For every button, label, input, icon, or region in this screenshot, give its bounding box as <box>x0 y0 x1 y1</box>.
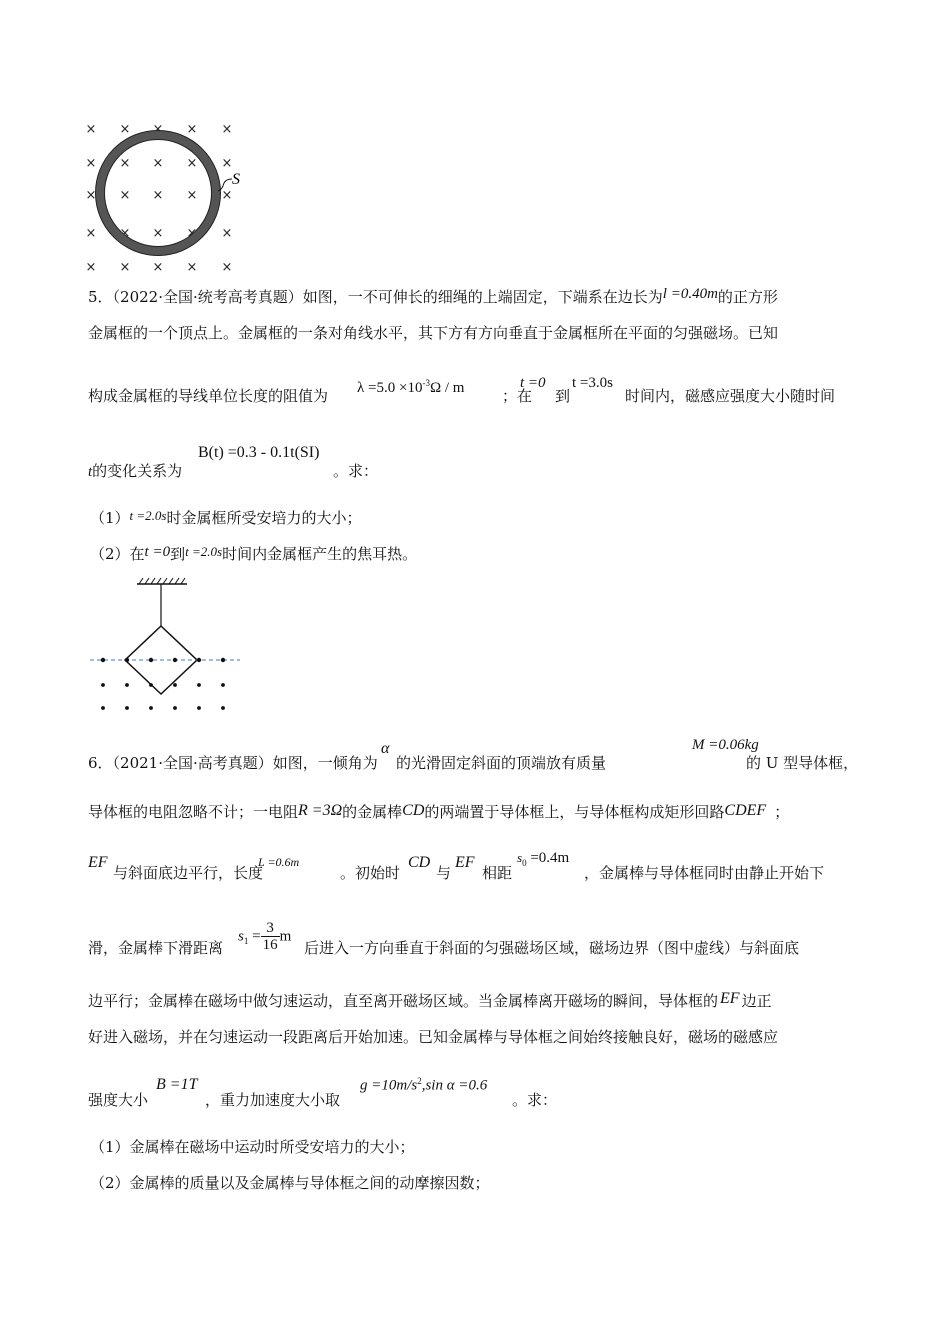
ceiling-hatching <box>139 578 185 584</box>
field-dot-mark <box>221 683 225 687</box>
q5-text-7: 时间内，磁感应强度大小随时间 <box>625 387 836 405</box>
field-cross-mark: × <box>119 188 131 203</box>
q6-text-11: 相距 <box>482 864 513 882</box>
q5-text-6: 到 <box>555 387 571 405</box>
q5-text-9: 。求： <box>333 462 379 480</box>
field-cross-mark: × <box>152 188 164 203</box>
q6-text-10: 与 <box>436 864 452 882</box>
field-cross-mark: × <box>85 260 97 275</box>
q6-ef-2: EF <box>455 854 475 871</box>
q5-text-4: 构成金属框的导线单位长度的阻值为 <box>88 387 329 405</box>
q6-text-4: 导体框的电阻忽略不计；一电阻 <box>88 803 299 821</box>
q5-source: （2022·全国·统考高考真题） <box>112 288 303 306</box>
q6-text-12: ，金属棒与导体框同时由静止开始下 <box>584 864 825 882</box>
q6-cd: CD <box>402 802 425 819</box>
field-cross-mark: × <box>186 156 198 171</box>
field-cross-mark: × <box>85 226 97 241</box>
q6-cdef: CDEF <box>724 802 767 819</box>
q5-t0-eq: t =0 <box>520 375 546 391</box>
field-dot-mark <box>173 658 177 662</box>
q5-sub1-number: （1） <box>90 509 130 527</box>
ring-in-field-figure <box>80 115 250 275</box>
q6-text-13: 滑，金属棒下滑距离 <box>88 939 224 957</box>
field-cross-mark: × <box>85 122 97 137</box>
q6-sub1: （1）金属棒在磁场中运动时所受安培力的大小； <box>90 1138 415 1156</box>
q6-text-20: 。求： <box>512 1091 558 1109</box>
field-dot-mark <box>173 683 177 687</box>
q5-number: 5． <box>88 288 113 306</box>
q5-text-5: ；在 <box>502 387 533 405</box>
label-s: S <box>232 171 240 188</box>
field-dot-mark <box>173 706 177 710</box>
q6-text-1: 如图，一倾角为 <box>272 754 378 772</box>
field-dot-mark <box>197 658 201 662</box>
q6-alpha: α <box>381 740 390 757</box>
q6-text-16: 边正 <box>741 992 772 1010</box>
field-cross-mark: × <box>186 260 198 275</box>
q6-text-2: 的光滑固定斜面的顶端放有质量 <box>396 754 607 772</box>
dot-field-grid <box>101 658 225 710</box>
field-cross-mark: × <box>152 156 164 171</box>
field-cross-mark: × <box>152 122 164 137</box>
field-dot-mark <box>125 658 129 662</box>
field-cross-mark: × <box>221 226 233 241</box>
q6-text-17: 好进入磁场，并在匀速运动一段距离后开始加速。已知金属棒与导体框之间始终接触良好，磁场的磁感应 <box>88 1028 779 1046</box>
q6-text-19: ，重力加速度大小取 <box>205 1091 341 1109</box>
field-dot-mark <box>197 683 201 687</box>
q6-ef-3: EF <box>720 990 740 1007</box>
q6-text-18: 强度大小 <box>88 1091 149 1109</box>
q5-text-1: 如图，一不可伸长的细绳的上端固定，下端系在边长为 <box>302 288 663 306</box>
q6-s0-eq: $s_0 =0.4m$ <box>517 850 570 868</box>
field-cross-mark: × <box>85 156 97 171</box>
field-dot-mark <box>101 683 105 687</box>
field-dot-mark <box>149 658 153 662</box>
q5-sub1-eq: t =2.0s <box>129 508 167 523</box>
q6-text-7: ； <box>774 803 790 821</box>
field-cross-mark: × <box>85 188 97 203</box>
q6-length-eq: L =0.6m <box>258 855 300 869</box>
q6-b-eq: B =1T <box>156 1076 198 1093</box>
field-cross-mark: × <box>186 226 198 241</box>
field-cross-mark: × <box>152 260 164 275</box>
field-dot-mark <box>149 683 153 687</box>
q6-sub2: （2）金属棒的质量以及金属棒与导体框之间的动摩擦因数； <box>90 1174 490 1192</box>
field-dot-mark <box>101 706 105 710</box>
q5-t3-eq: t =3.0s <box>572 375 613 391</box>
q6-s1-eq: $s_1$ = $\frac{3}{16}$ m <box>238 920 292 953</box>
q5-t-var: t <box>88 464 93 480</box>
field-dot-mark <box>125 683 129 687</box>
q6-text-14: 后进入一方向垂直于斜面的匀强磁场区域，磁场边界（图中虚线）与斜面底 <box>304 939 800 957</box>
q6-text-15: 边平行；金属棒在磁场中做匀速运动，直至离开磁场区域。当金属棒离开磁场的瞬间，导体框的 <box>88 992 719 1010</box>
field-dot-mark <box>221 706 225 710</box>
field-cross-mark: × <box>221 122 233 137</box>
q6-text-9: 。初始时 <box>340 864 401 882</box>
q5-sub2-text: 时间内金属框产生的焦耳热。 <box>222 545 418 563</box>
q5-length-eq: l =0.40m <box>662 286 718 302</box>
field-dot-mark <box>221 658 225 662</box>
q5-sub2-number: （2）在 <box>90 545 145 563</box>
q5-sub2-eq0: t =0 <box>144 544 171 560</box>
field-cross-mark: × <box>152 226 164 241</box>
field-cross-mark: × <box>186 122 198 137</box>
q5-b-eq: B(t) =0.3 - 0.1t(SI) <box>198 444 320 461</box>
q5-text-3: 金属框的一个顶点上。金属框的一条对角线水平，其下方有方向垂直于金属框所在平面的匀强磁场。已知 <box>88 324 779 342</box>
q5-text-2: 的正方形 <box>717 288 778 306</box>
q5-text-8: 的变化关系为 <box>92 462 183 480</box>
q6-number: 6． <box>88 754 113 772</box>
field-cross-mark: × <box>186 188 198 203</box>
hanging-square-frame-figure <box>85 578 255 718</box>
field-cross-mark: × <box>221 260 233 275</box>
field-cross-mark: × <box>119 122 131 137</box>
q6-resistance-eq: R =3Ω <box>298 802 343 819</box>
field-dot-mark <box>149 706 153 710</box>
q5-sub2-to: 到 <box>170 545 186 563</box>
q5-lambda-eq: $\lambda =5.0 \times 10^{-3}\Omega / m$ <box>357 378 465 396</box>
q5-sub2-eq2: t =2.0s <box>185 544 223 559</box>
field-cross-mark: × <box>119 226 131 241</box>
q6-cd-2: CD <box>408 854 431 871</box>
field-cross-mark: × <box>221 188 233 203</box>
q6-source: （2021·全国·高考真题） <box>112 754 273 772</box>
field-dot-mark <box>101 658 105 662</box>
q6-ef: EF <box>88 854 108 871</box>
q6-text-6: 的两端置于导体框上，与导体框构成矩形回路 <box>424 803 725 821</box>
q6-mass-eq: M =0.06kg <box>692 737 759 753</box>
q6-text-5: 的金属棒 <box>342 803 403 821</box>
field-cross-mark: × <box>221 156 233 171</box>
field-dot-mark <box>125 706 129 710</box>
q5-sub1-text: 时金属框所受安培力的大小； <box>166 509 362 527</box>
q6-text-8: 与斜面底边平行，长度 <box>113 864 264 882</box>
q6-g-eq: $g =10m/s^2,\sin$ α =0.6 <box>360 1076 488 1094</box>
field-dot-mark <box>197 706 201 710</box>
q6-text-3: 的 U 型导体框， <box>746 754 859 772</box>
field-cross-mark: × <box>119 156 131 171</box>
field-cross-mark: × <box>119 260 131 275</box>
